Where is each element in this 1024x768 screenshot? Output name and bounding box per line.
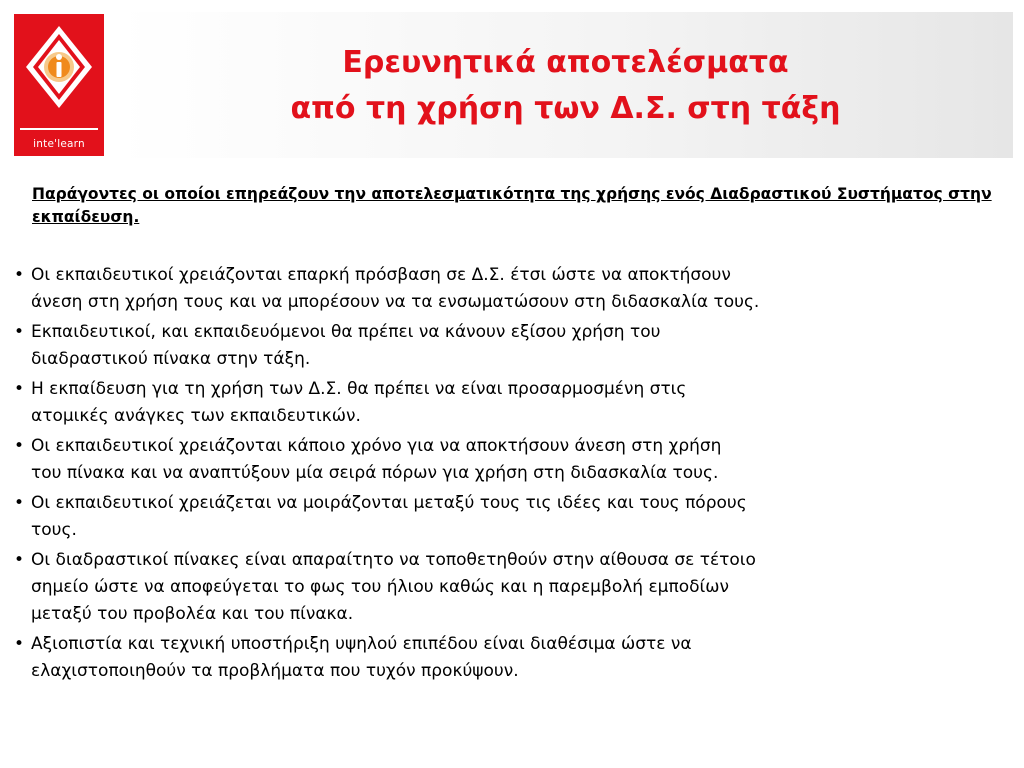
list-item-line: Εκπαιδευτικοί, και εκπαιδευόμενοι θα πρέπει να κάνουν εξίσου χρήση του: [31, 322, 661, 342]
list-item: [12, 547, 1002, 628]
list-item-line: μεταξύ του προβολέα και του πίνακα.: [31, 604, 354, 624]
list-item-line: ατομικές ανάγκες των εκπαιδευτικών.: [31, 406, 361, 426]
list-item-line: Αξιοπιστία και τεχνική υποστήριξη υψηλού επιπέδου είναι διαθέσιμα ώστε να: [31, 634, 692, 654]
list-item-line: Οι εκπαιδευτικοί χρειάζεται να μοιράζονται μεταξύ τους τις ιδέες και τους πόρους: [31, 493, 747, 513]
list-item-line: Οι διαδραστικοί πίνακες είναι απαραίτητο να τοποθετηθούν στην αίθουσα σε τέτοιο: [31, 550, 756, 570]
list-item: [12, 490, 1002, 544]
bullet-dot-icon: •: [14, 322, 25, 342]
logo-caption: inte'learn: [33, 138, 85, 150]
bullet-dot-icon: •: [14, 265, 25, 285]
list-item: [12, 376, 1002, 430]
bullet-dot-icon: •: [14, 493, 25, 513]
logo-divider: [20, 128, 98, 130]
title-line-2: από τη χρήση των Δ.Σ. στη τάξη: [290, 91, 841, 126]
list-item: [12, 319, 1002, 373]
list-item-line: Η εκπαίδευση για τη χρήση των Δ.Σ. θα πρέπει να είναι προσαρμοσμένη στις: [31, 379, 687, 399]
title-line-1: Ερευνητικά αποτελέσματα: [342, 45, 789, 80]
bullet-dot-icon: •: [14, 634, 25, 654]
section-subtitle: Παράγοντες οι οποίοι επηρεάζουν την αποτελεσματικότητα της χρήσης ενός Διαδραστικού Συστήματος στην εκπαίδευση.: [32, 185, 992, 226]
list-item-line: Οι εκπαιδευτικοί χρειάζονται κάποιο χρόνο για να αποκτήσουν άνεση στη χρήση: [31, 436, 722, 456]
list-item-line: του πίνακα και να αναπτύξουν μία σειρά πόρων για χρήση στη διδασκαλία τους.: [31, 463, 719, 483]
list-item-line: Οι εκπαιδευτικοί χρειάζονται επαρκή πρόσβαση σε Δ.Σ. έτσι ώστε να αποκτήσουν: [31, 265, 731, 285]
bullet-dot-icon: •: [14, 379, 25, 399]
bullet-list: [12, 262, 1002, 688]
bullet-dot-icon: •: [14, 550, 25, 570]
list-item-line: άνεση στη χρήση τους και να μπορέσουν να τα ενσωματώσουν στη διδασκαλία τους.: [31, 292, 760, 312]
list-item: [12, 433, 1002, 487]
bullet-dot-icon: •: [14, 436, 25, 456]
page-title: [118, 40, 1013, 132]
list-item: [12, 262, 1002, 316]
list-item-line: ελαχιστοποιηθούν τα προβλήματα που τυχόν προκύψουν.: [31, 661, 519, 681]
info-diamond-icon: [24, 24, 94, 110]
intelearn-logo: [14, 14, 104, 156]
list-item-line: σημείο ώστε να αποφεύγεται το φως του ήλιου καθώς και η παρεμβολή εμποδίων: [31, 577, 730, 597]
list-item-line: διαδραστικού πίνακα στην τάξη.: [31, 349, 311, 369]
list-item-line: τους.: [31, 520, 77, 540]
list-item: [12, 631, 1002, 685]
